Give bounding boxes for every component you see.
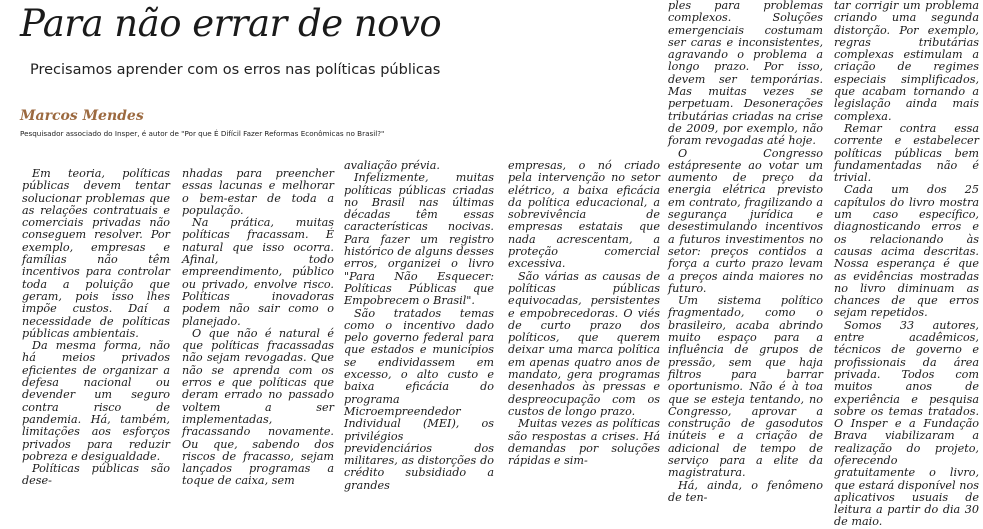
paragraph: Da mesma forma, não há meios privados eficientes de organizar a defesa nacional ou devender um seguro contra risco de pandemia. Há, também, limitações aos esforços privados para reduzir pobreza e desigualdade.	[22, 339, 170, 463]
paragraph: Infelizmente, muitas políticas públicas criadas no Brasil nas últimas décadas têm essas características nocivas. Para fazer um registro histórico de alguns desses erros, organizei o livro "Para Não Esquecer: Políticas Públicas que Empobrecem o Brasil".	[344, 171, 494, 308]
article-title: Para não errar de novo	[20, 2, 442, 45]
paragraph: Muitas vezes as políticas são respostas a crises. Há demandas por soluções rápidas e sim-	[508, 417, 660, 468]
author-description: Pesquisador associado do Insper, é autor de "Por que É Difícil Fazer Reformas Econômicas no Brasil?"	[20, 129, 385, 138]
paragraph: São várias as causas de políticas públicas equivocadas, persistentes e empobrecedoras. O viés de curto prazo dos políticos, que querem deixar uma marca política em apenas quatro anos de mandato, gera programas desenhados às pressas e despreocupação com os custos de longo prazo.	[508, 269, 660, 418]
paragraph: Há, ainda, o fenômeno de ten-	[668, 478, 823, 504]
paragraph: Remar contra essa corrente e estabelecer políticas públicas bem fundamentadas não é trivial.	[834, 121, 979, 185]
paragraph: São tratados temas como o incentivo dado pelo governo federal para que estados e municípios se endividassem em excesso, o alto custo e baixa eficácia do programa Microempreendedor Individual (MEI), os privilégios previdenciários dos militares, as distorções do crédito subsidiado a grandes	[344, 306, 494, 492]
text-column-4	[508, 159, 660, 468]
paragraph: Cada um dos 25 capítulos do livro mostra um caso específico, diagnosticando erros e os relacionando às causas acima descritas. Nossa esperança é que as evidências mostradas no livro diminuam as chances de que erros sejam repetidos.	[834, 183, 979, 320]
author-name: Marcos Mendes	[20, 108, 144, 124]
text-column-1	[22, 167, 170, 488]
text-column-5	[668, 0, 823, 504]
paragraph: nhadas para preencher essas lacunas e melhorar o bem-estar de toda a população.	[182, 167, 334, 217]
paragraph: Na prática, muitas políticas fracassam. É natural que isso ocorra. Afinal, todo empreendimento, público ou privado, envolve risco. Políticas inovadoras podem não sair como o planejado.	[182, 216, 334, 328]
paragraph: tar corrigir um problema criando uma segunda distorção. Por exemplo, regras tributárias complexas estimulam a criação de regimes especiais simplificados, que acabam tornando a legislação ainda mais complexa.	[834, 0, 979, 123]
text-column-2	[182, 167, 334, 488]
text-column-6	[834, 0, 979, 529]
paragraph: O que não é natural é que políticas fracassadas não sejam revogadas. Que não se aprenda com os erros e que políticas que deram errado no passado voltem a ser implementadas, fracassando novamente. Ou que, sabendo dos riscos de fracasso, sejam lançados programas a toque de caixa, sem	[182, 326, 334, 488]
paragraph: ples para problemas complexos. Soluções emergenciais costumam ser caras e inconsistentes, agravando o problema a longo prazo. Por isso, devem ser temporárias. Mas muitas vezes se perpetuam. Desonerações tributárias criadas na crise de 2009, por exemplo, não foram revogadas até hoje.	[668, 0, 823, 148]
paragraph: empresas, o nó criado pela intervenção no setor elétrico, a baixa eficácia da política educacional, a sobrevivência de empresas estatais que nada acrescentam, a proteção comercial excessiva.	[508, 159, 660, 271]
paragraph: O Congresso estápresente ao votar um aumento de preço da energia elétrica previsto em contrato, fragilizando a segurança jurídica e desestimulando incentivos a futuros investimentos no setor: preços contidos a força a curto prazo levam a preços ainda maiores no futuro.	[668, 146, 823, 295]
paragraph: Somos 33 autores, entre acadêmicos, técnicos de governo e profissionais da área privada. Todos com muitos anos de experiência e pesquisa sobre os temas tratados. O Insper e a Fundação Brava viabilizaram a realização do projeto, oferecendo gratuitamente o livro, que estará disponível nos aplicativos usuais de leitura a partir do dia 30 de maio.	[834, 318, 979, 529]
paragraph: avaliação prévia.	[344, 159, 440, 172]
paragraph: Em teoria, políticas públicas devem tentar solucionar problemas que as relações contratuais e comerciais privadas não conseguem resolver. Por exemplo, empresas e famílias não têm incentivos para controlar toda a poluição que geram, pois isso lhes impõe custos. Daí a necessidade de políticas públicas ambientais.	[22, 167, 170, 340]
paragraph: Um sistema político fragmentado, como o brasileiro, acaba abrindo muito espaço para a influência de grupos de pressão, sem que haja filtros para barrar oportunismo. Não é à toa que se esteja tentando, no Congresso, aprovar a construção de gasodutos inúteis e a criação de adicional de tempo de serviço para a elite da magistratura.	[668, 294, 823, 480]
text-column-3	[344, 159, 494, 492]
paragraph: Políticas públicas são dese-	[22, 462, 170, 488]
article-subtitle: Precisamos aprender com os erros nas políticas públicas	[30, 62, 441, 78]
